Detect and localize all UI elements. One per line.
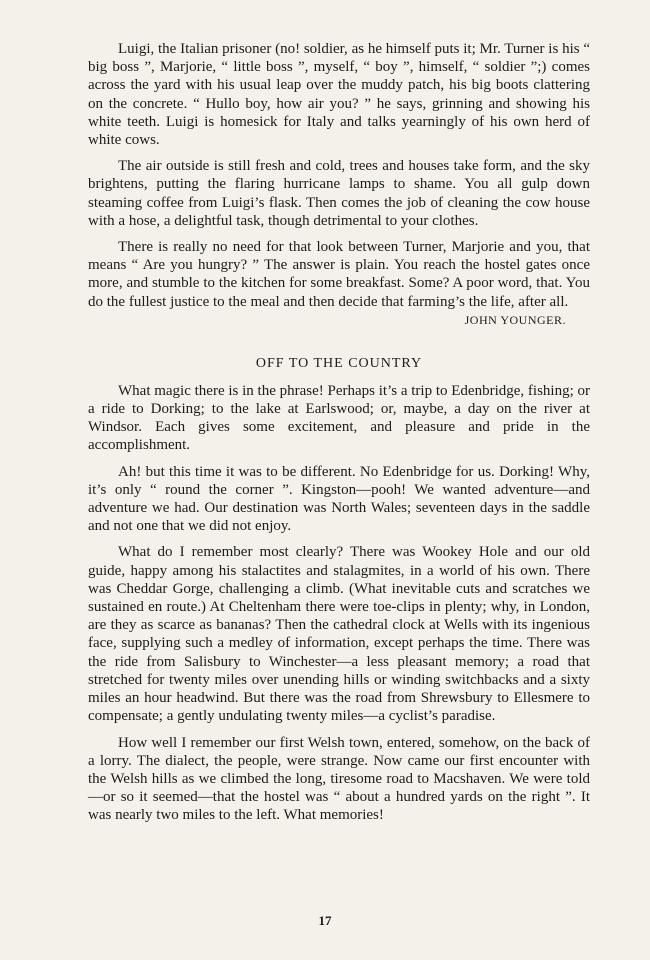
paragraph-air-outside: The air outside is still fresh and cold, trees and houses take form, and the sky brightens, putting the flaring hurricane lamps to shame. You all gulp down steaming coffee from Luigi’s flask. Then comes the job of cleaning the cow house with a hose, a delightful task, though detrimental to your clothes. — [88, 158, 590, 229]
paragraph-welsh-town: How well I remember our first Welsh town, entered, somehow, on the back of a lorry. The dialect, the people, were strange. Now came our first encounter with the Welsh hills as we climbed the long, tiresome road to Macshaven. We were told—or so it seemed—that the hostel was “ about a hundred yards on the right ”. It was nearly two miles to the left. What memories! — [88, 734, 590, 824]
farm-story-section — [88, 40, 590, 328]
paragraph-magic-phrase: What magic there is in the phrase! Perhaps it’s a trip to Edenbridge, fishing; or a ride to Dorking; to the lake at Earlswood; or, maybe, a day on the river at Windsor. Each gives some excitement, and pleasure and pride in the accomplishment. — [88, 382, 590, 454]
page-number: 17 — [318, 913, 332, 928]
paragraph-remember: What do I remember most clearly? There was Wookey Hole and our old guide, happy among his stalactites and stalagmites, in a world of his own. There was Cheddar Gorge, challenging a climb. (What inevitable cuts and scratches we sustained en route.) At Cheltenham there were toe-clips in plenty; why, in London, are they as scarce as bananas? Then the cathedral clock at Wells with its ingenious face, supplying such a medley of information, except perhaps the time. There was the ride from Salisbury to Winchester—a less pleasant memory; a road that stretched for twenty miles over unending hills or winding switchbacks and a sixty miles an hour headwind. But there was the road from Shrewsbury to Ellesmere to compensate; a gently undulating twenty miles—a cyclist’s paradise. — [88, 544, 590, 725]
author-signature: JOHN YOUNGER. — [464, 312, 566, 327]
paragraph-breakfast: There is really no need for that look between Turner, Marjorie and you, that means “ Are you hungry? ” The answer is plain. You reach the hostel gates once more, and stumble to the kitchen for some breakfast. Some? A poor word, that. You do the fullest justice to the meal and then decide that farming’s the life, after all. — [88, 239, 590, 310]
paragraph-luigi: Luigi, the Italian prisoner (no! soldier, as he himself puts it; Mr. Turner is his “ big boss ”, Marjorie, “ little boss ”, myself, “ boy ”, himself, “ soldier ”;) comes across the yard with his usual leap over the muddy patch, his big boots clattering on the concrete. “ Hullo boy, how air you? ” he says, grinning and showing his white teeth. Luigi is homesick for Italy and talks yearningly of his own herd of white cows. — [88, 41, 590, 149]
paragraph-different: Ah! but this time it was to be different. No Edenbridge for us. Dorking! Why, it’s only “ round the corner ”. Kingston—pooh! We wanted adventure—and adventure we had. Our destination was North Wales; seventeen days in the saddle and not one that we did not enjoy. — [88, 463, 590, 535]
article-heading: OFF TO THE COUNTRY — [255, 355, 423, 371]
off-to-the-country-section — [88, 356, 590, 825]
